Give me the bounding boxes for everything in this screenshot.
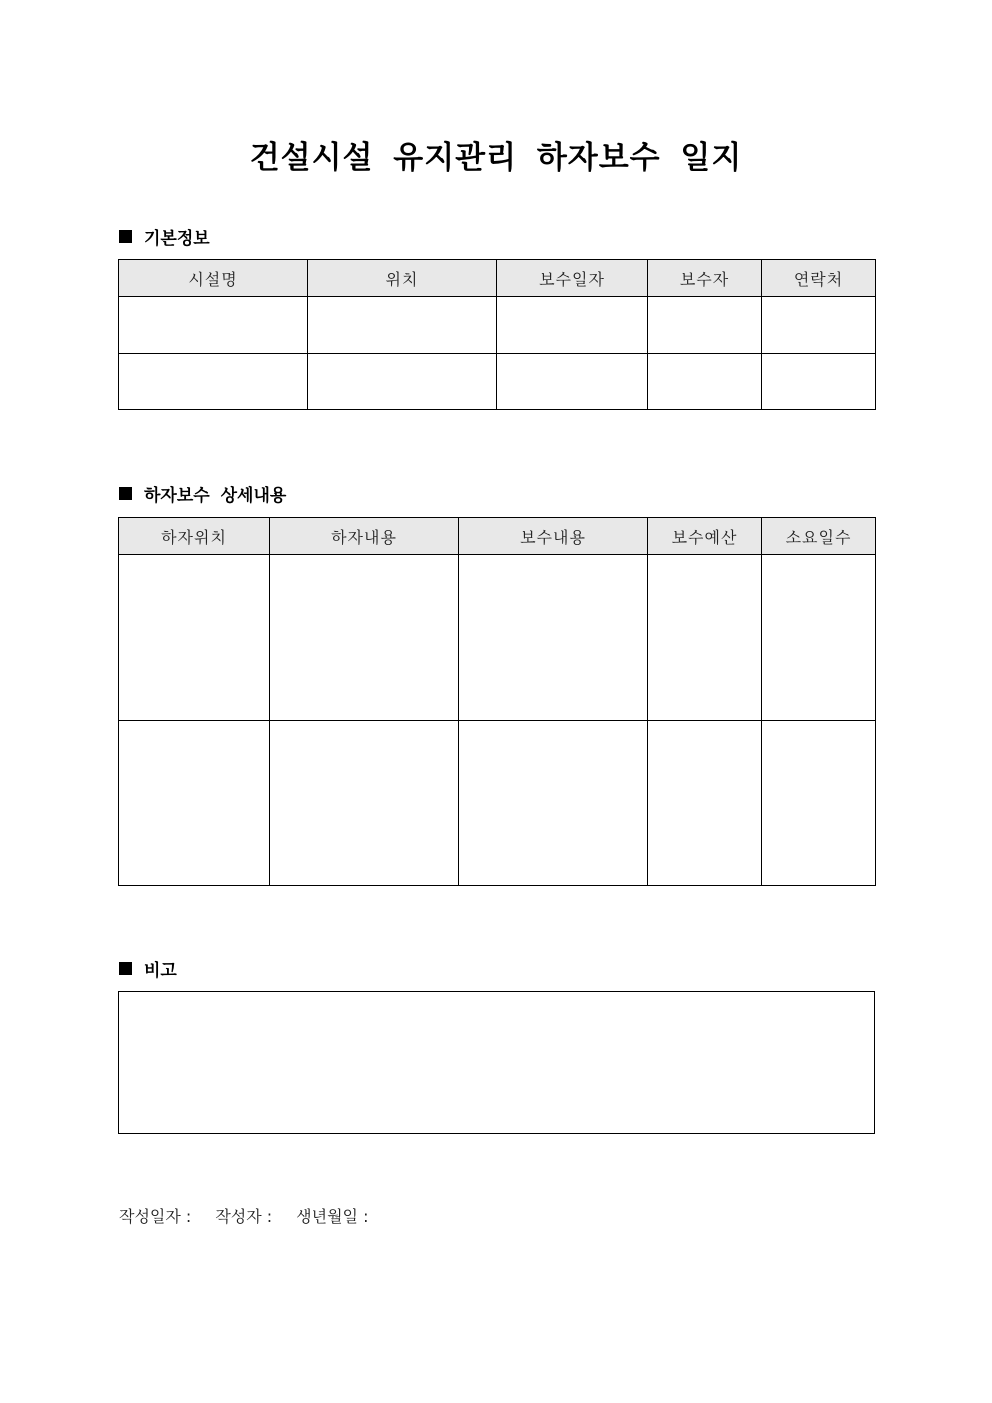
section-heading-basic-info — [119, 224, 210, 249]
table-row — [119, 555, 876, 721]
table-row — [119, 721, 876, 886]
column-header-location: 위치 — [308, 260, 497, 297]
remarks-field[interactable] — [118, 991, 875, 1134]
section-heading-label: 비고 — [144, 961, 177, 981]
table-cell[interactable] — [270, 555, 459, 721]
section-heading-label: 기본정보 — [144, 229, 210, 249]
written-date-label: 작성일자 : — [119, 1207, 192, 1226]
table-cell[interactable] — [459, 555, 648, 721]
square-bullet-icon — [119, 487, 132, 500]
column-header-facility-name: 시설명 — [119, 260, 308, 297]
table-cell[interactable] — [308, 297, 497, 354]
section-heading-remarks — [119, 956, 177, 981]
table-cell[interactable] — [119, 354, 308, 410]
basic-info-table — [118, 259, 876, 410]
table-cell[interactable] — [648, 297, 762, 354]
column-header-required-days: 소요일수 — [762, 518, 876, 555]
table-cell[interactable] — [497, 354, 648, 410]
column-header-repair-budget: 보수예산 — [648, 518, 762, 555]
table-row — [119, 297, 876, 354]
table-row — [119, 354, 876, 410]
column-header-repairer: 보수자 — [648, 260, 762, 297]
table-cell[interactable] — [648, 721, 762, 886]
table-cell[interactable] — [497, 297, 648, 354]
column-header-defect-content: 하자내용 — [270, 518, 459, 555]
section-heading-repair-details — [119, 481, 286, 506]
table-cell[interactable] — [648, 555, 762, 721]
page-title: 건설시설 유지관리 하자보수 일지 — [249, 140, 743, 176]
square-bullet-icon — [119, 962, 132, 975]
table-cell[interactable] — [762, 354, 876, 410]
section-heading-label: 하자보수 상세내용 — [144, 486, 287, 506]
square-bullet-icon — [119, 230, 132, 243]
column-header-repair-date: 보수일자 — [497, 260, 648, 297]
table-cell[interactable] — [308, 354, 497, 410]
table-cell[interactable] — [119, 297, 308, 354]
table-cell[interactable] — [762, 555, 876, 721]
table-cell[interactable] — [648, 354, 762, 410]
signature-footer — [119, 1204, 368, 1227]
table-cell[interactable] — [119, 721, 270, 886]
birthdate-label: 생년월일 : — [296, 1207, 369, 1226]
column-header-repair-content: 보수내용 — [459, 518, 648, 555]
table-cell[interactable] — [119, 555, 270, 721]
repair-details-table — [118, 517, 876, 886]
column-header-contact: 연락처 — [762, 260, 876, 297]
table-cell[interactable] — [762, 721, 876, 886]
table-cell[interactable] — [762, 297, 876, 354]
table-cell[interactable] — [270, 721, 459, 886]
column-header-defect-location: 하자위치 — [119, 518, 270, 555]
table-cell[interactable] — [459, 721, 648, 886]
author-label: 작성자 : — [215, 1207, 273, 1226]
